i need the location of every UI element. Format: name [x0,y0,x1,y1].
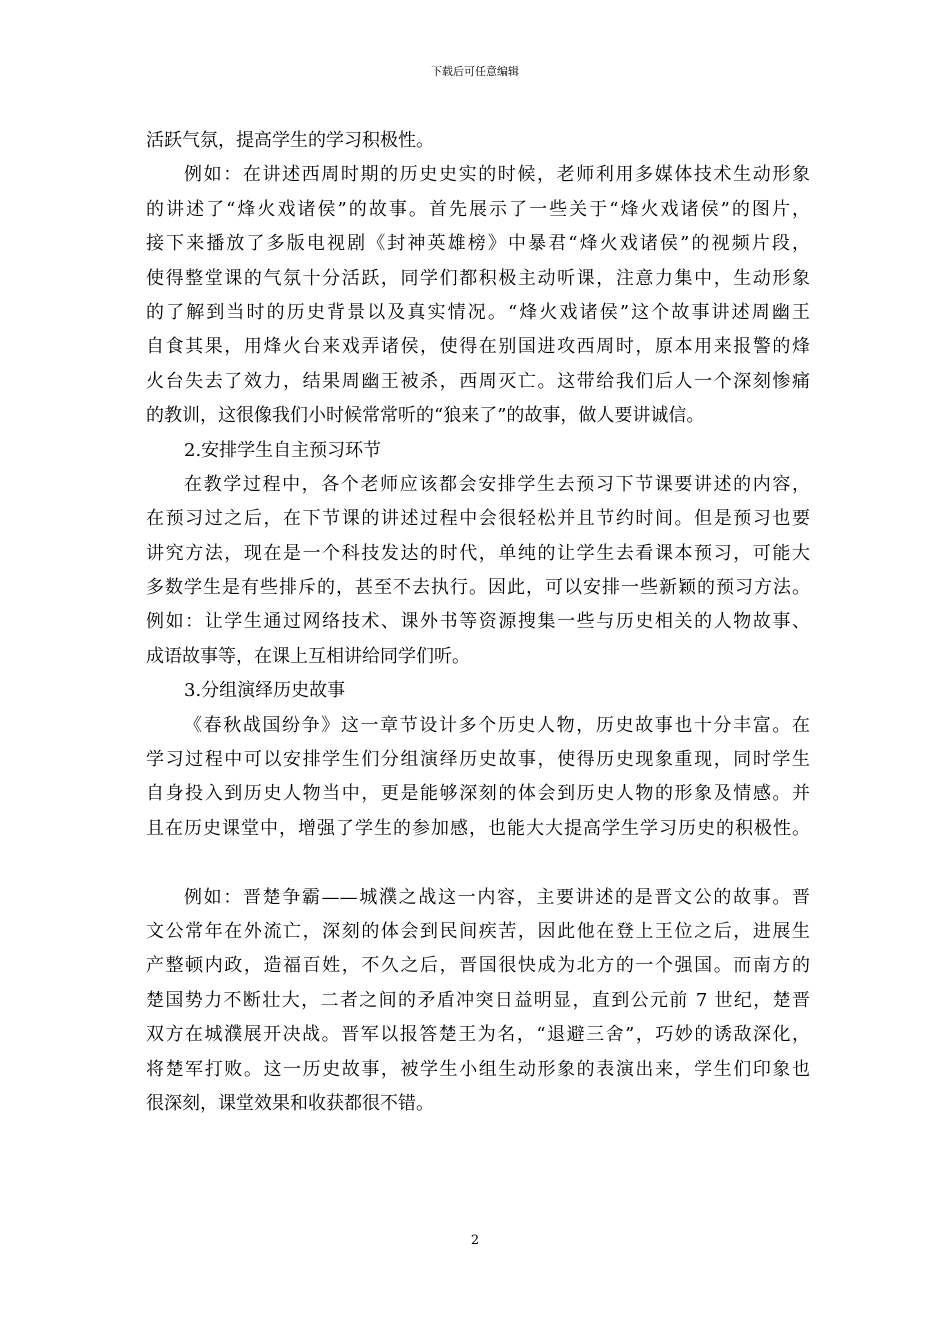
text-line: 的教训，这很像我们小时候常常听的“狼来了”的故事，做人要讲诚信。 [146,405,705,427]
page-header: 下载后可任意编辑 [431,65,519,78]
text-line: 学习过程中可以安排学生们分组演绎历史故事，使得历史现象重现，同时学生 [146,749,810,771]
text-line: 使得整堂课的气氛十分活跃，同学们都积极主动听课，注意力集中，生动形象 [146,267,810,289]
section-heading: 3.分组演绎历史故事 [184,680,346,702]
text-line: 成语故事等，在课上互相讲给同学们听。 [146,645,470,667]
blank-line [146,846,810,880]
text-line: 产整顿内政，造福百姓，不久之后，晋国很快成为北方的一个强国。而南方的 [146,955,810,977]
text-line: 讲究方法，现在是一个科技发达的时代，单纯的让学生去看课本预习，可能大 [146,542,810,564]
text-line: 火台失去了效力，结果周幽王被杀，西周灭亡。这带给我们后人一个深刻惨痛 [146,370,810,392]
paragraph-first-line: 《春秋战国纷争》这一章节设计多个历史人物，历史故事也十分丰富。在 [184,714,810,736]
text-line: 例如：让学生通过网络技术、课外书等资源搜集一些与历史相关的人物故事、 [146,611,810,633]
document-body [146,124,810,1121]
section-heading: 2.安排学生自主预习环节 [184,439,382,461]
text-line: 自身投入到历史人物当中，更是能够深刻的体会到历史人物的形象及情感。并 [146,783,810,805]
text-line: 的了解到当时的历史背景以及真实情况。“烽火戏诸侯”这个故事讲述周幽王 [146,301,810,323]
text-line: 在预习过之后，在下节课的讲述过程中会很轻松并且节约时间。但是预习也要 [146,508,810,530]
text-line: 多数学生是有些排斥的，甚至不去执行。因此，可以安排一些新颖的预习方法。 [146,577,810,599]
text-line: 很深刻，课堂效果和收获都很不错。 [146,1092,434,1114]
text-line: 接下来播放了多版电视剧《封神英雄榜》中暴君“烽火戏诸侯”的视频片段， [146,233,810,255]
page-number: 2 [470,1233,480,1248]
text-line: 楚国势力不断壮大，二者之间的矛盾冲突日益明显，直到公元前 7 世纪，楚晋 [146,989,810,1011]
paragraph-first-line: 例如：在讲述西周时期的历史史实的时候，老师利用多媒体技术生动形象 [184,164,810,186]
text-line: 且在历史课堂中，增强了学生的参加感，也能大大提高学生学习历史的积极性。 [146,817,810,839]
paragraph-first-line: 在教学过程中，各个老师应该都会安排学生去预习下节课要讲述的内容， [184,473,810,495]
text-line: 自食其果，用烽火台来戏弄诸侯，使得在别国进攻西周时，原本用来报警的烽 [146,336,810,358]
text-line: 双方在城濮展开决战。晋军以报答楚王为名，“退避三舍”，巧妙的诱敌深化， [146,1024,810,1046]
text-line: 将楚军打败。这一历史故事，被学生小组生动形象的表演出来，学生们印象也 [146,1058,810,1080]
text-line: 的讲述了“烽火戏诸侯”的故事。首先展示了一些关于“烽火戏诸侯”的图片， [146,198,810,220]
paragraph-first-line: 例如：晋楚争霸——城濮之战这一内容，主要讲述的是晋文公的故事。晋 [184,886,810,908]
text-line: 活跃气氛，提高学生的学习积极性。 [146,130,434,151]
text-line: 文公常年在外流亡，深刻的体会到民间疾苦，因此他在登上王位之后，进展生 [146,920,810,942]
